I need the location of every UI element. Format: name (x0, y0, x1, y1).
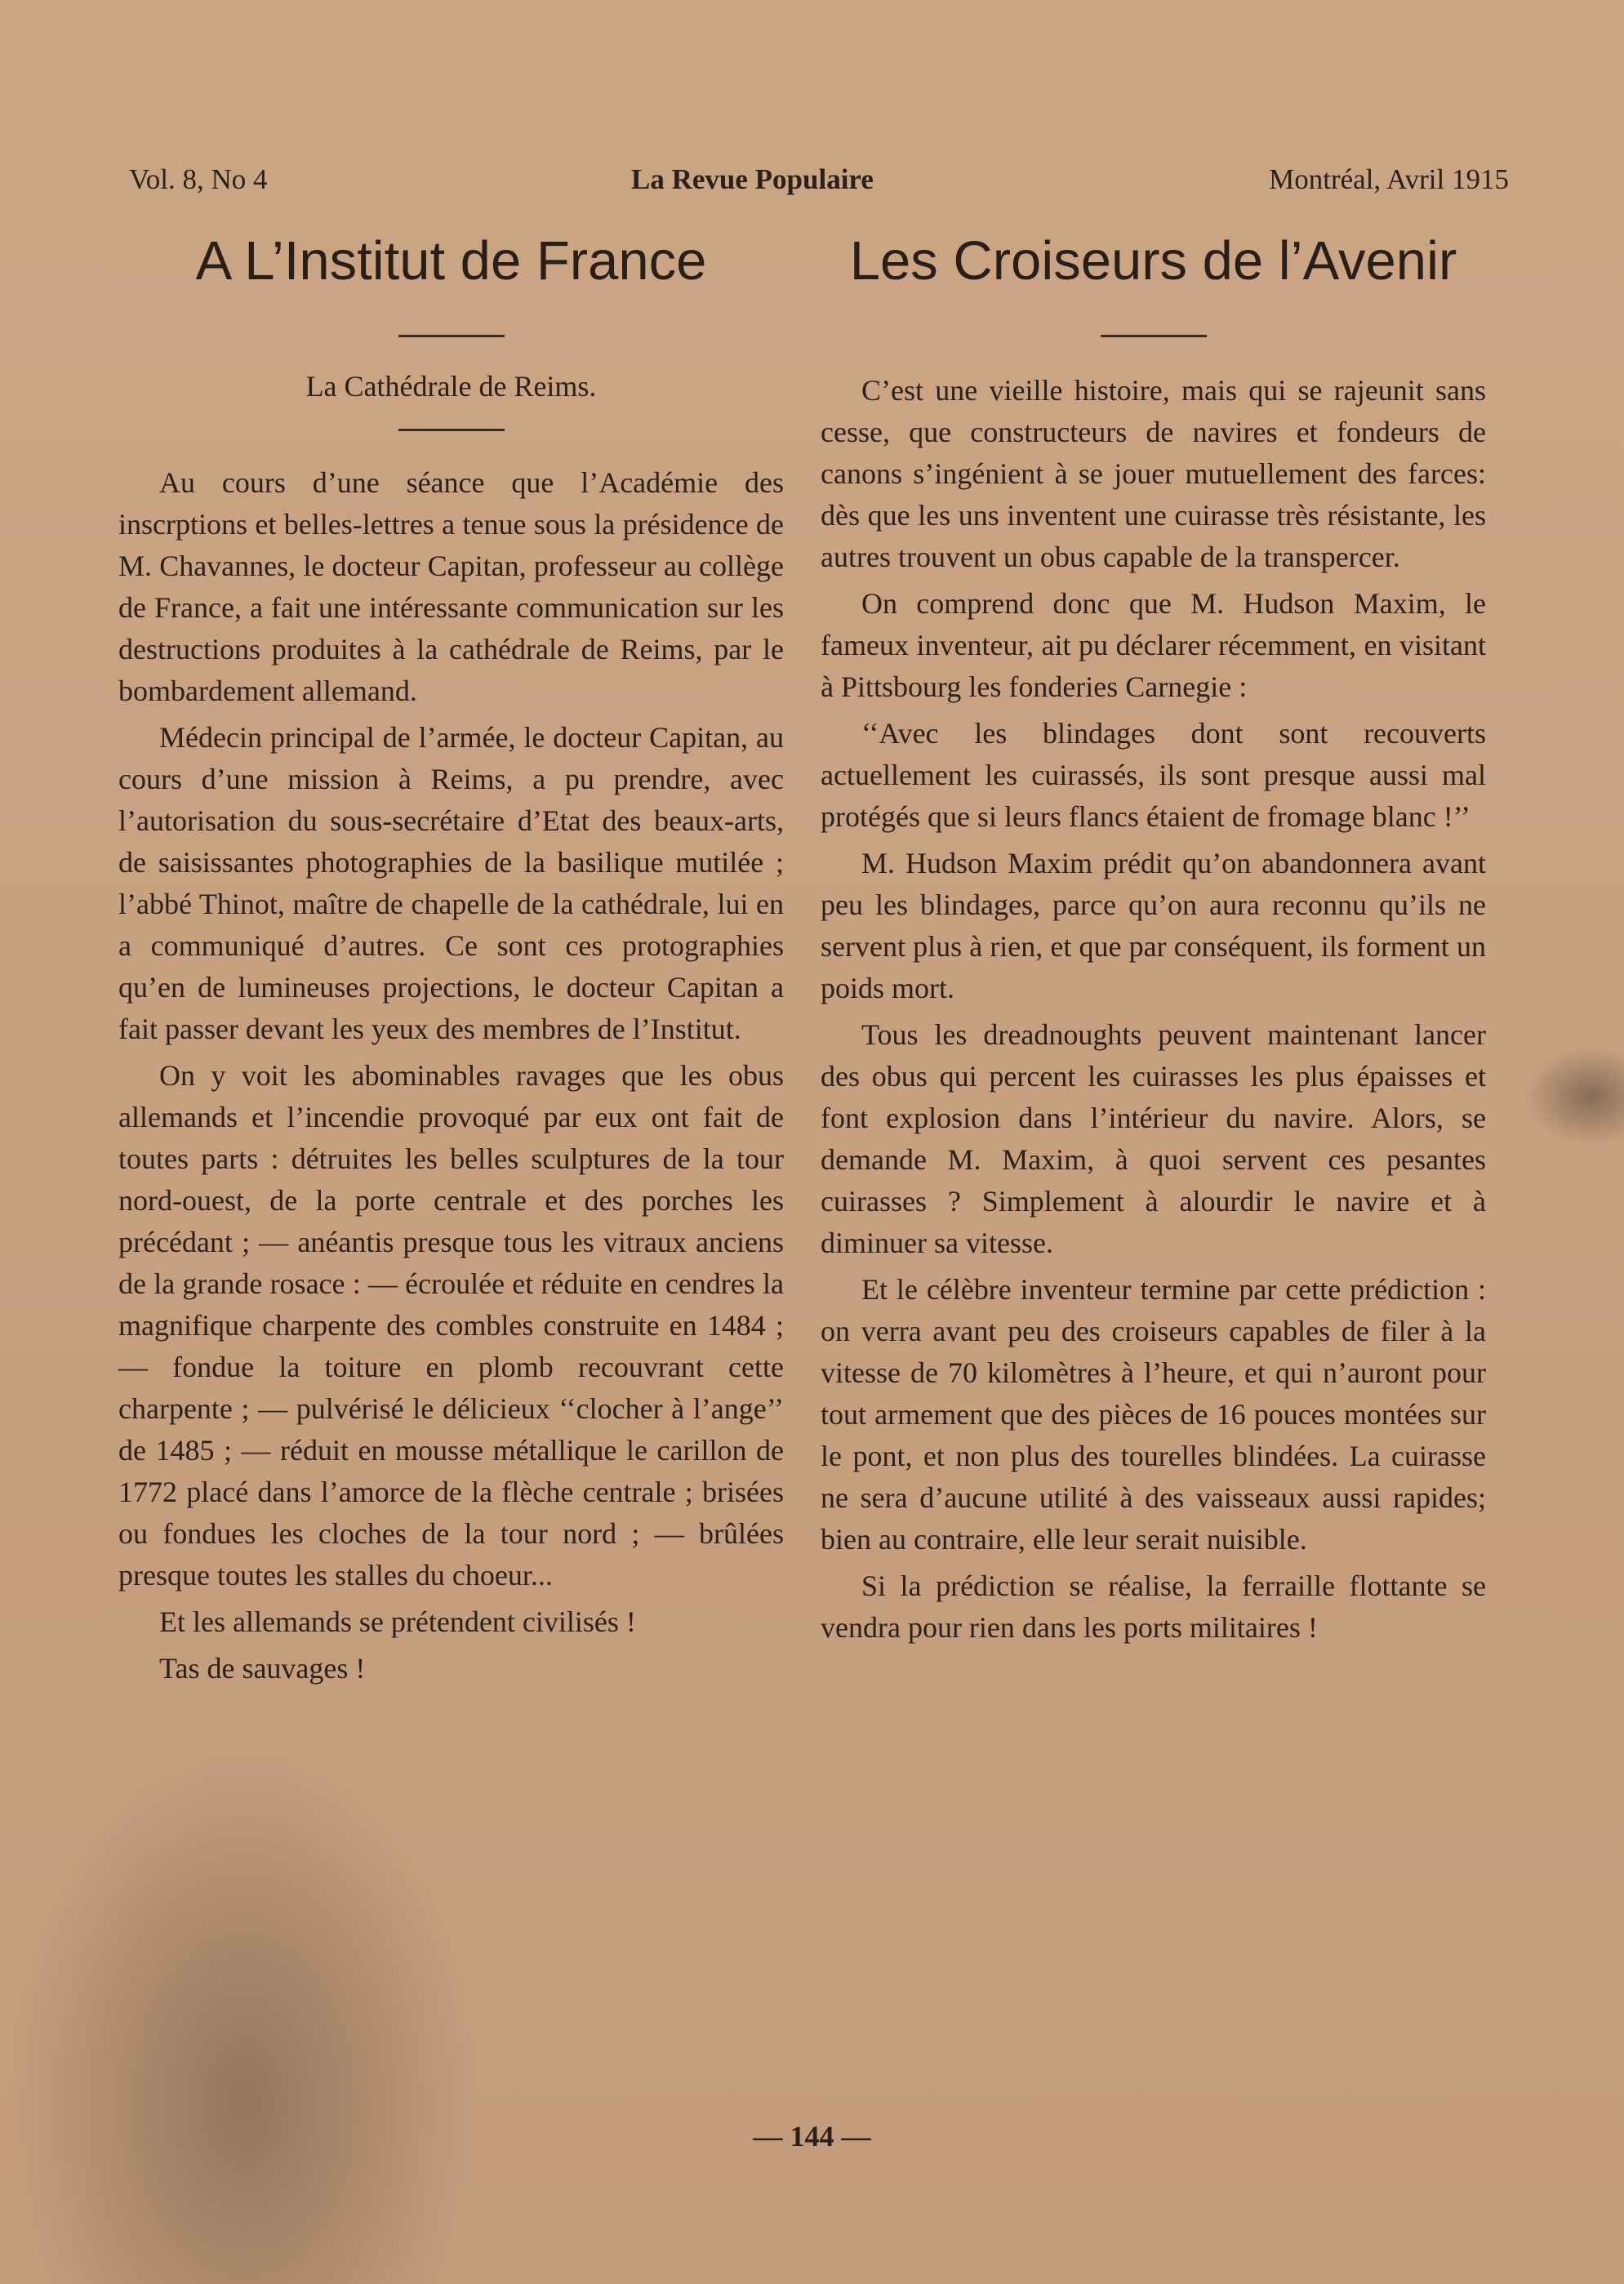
place-date: Montréal, Avril 1915 (1269, 163, 1509, 195)
paragraph: Et les allemands se prétendent civilisés ! (159, 1605, 636, 1638)
left-article (118, 229, 784, 1690)
right-article-title: Les Croiseurs de l’Avenir (849, 230, 1457, 292)
paragraph: Tous les dreadnoughts peuvent maintenant lancer des obus qui percent les cuirasses les plus épaisses et font explosion dans l’intérieur du navire. Alors, se demande M. Maxim, à quoi servent ces pesantes cuirasses ? Simplement à alourdir le navire et à diminuer sa vitesse. (821, 1018, 1486, 1259)
paragraph: ‘‘Avec les blindages dont sont recouverts actuellement les cuirassés, ils sont presque aussi mal protégés que si leurs flancs étaient de fromage blanc !’’ (821, 717, 1486, 833)
publication-name: La Revue Populaire (631, 163, 874, 195)
right-article (821, 229, 1486, 1649)
title-divider (398, 335, 505, 337)
left-article-title: A L’Institut de France (195, 230, 707, 292)
title-divider (1101, 335, 1207, 337)
paragraph: M. Hudson Maxim prédit qu’on abandonnera avant peu les blindages, parce qu’on aura reconnu qu’ils ne servent plus à rien, et que par conséquent, ils forment un poids mort. (821, 847, 1486, 1004)
paragraph: On comprend donc que M. Hudson Maxim, le fameux inventeur, ait pu déclarer récemment, en visitant à Pittsbourg les fonderies Carnegie : (821, 587, 1486, 703)
page-number: — 144 — (753, 2120, 871, 2153)
volume-number: Vol. 8, No 4 (129, 163, 268, 195)
paragraph: On y voit les abominables ravages que les obus allemands et l’incendie provoqué par eux ont fait de toutes parts : détruites les belles sculptures de la tour nord-ouest, de la porte centrale et des porches les précédant ; — anéantis presque tous les vitraux anciens de la grande rosace : — écroulée et réduite en cendres la magnifique charpente des combles construite en 1484 ; — fondue la toiture en plomb recouvrant cette charpente ; — pulvérisé le délicieux ‘‘clocher à l’ange’’ de 1485 ; — réduit en mousse métallique le carillon de 1772 placé dans l’amorce de la flèche centrale ; brisées ou fondues les cloches de la tour nord ; — brûlées presque toutes les stalles du choeur... (118, 1059, 784, 1592)
subtitle-divider (398, 429, 505, 431)
paragraph: Au cours d’une séance que l’Académie des inscrptions et belles-lettres a tenue sous la présidence de M. Chavannes, le docteur Capitan, professeur au collège de France, a fait une intéressante communication sur les destructions produites à la cathédrale de Reims, par le bombardement allemand. (118, 466, 784, 707)
right-article-body (821, 370, 1486, 1649)
left-article-body (118, 462, 784, 1690)
paragraph: Si la prédiction se réalise, la ferraille flottante se vendra pour rien dans les ports militaires ! (821, 1569, 1486, 1644)
paragraph: Médecin principal de l’armée, le docteur Capitan, au cours d’une mission à Reims, a pu prendre, avec l’autorisation du sous-secrétaire d’Etat des beaux-arts, de saisissantes photographies de la basilique mutilée ; l’abbé Thinot, maître de chapelle de la cathédrale, lui en a communiqué d’autres. Ce sont ces protographies qu’en de lumineuses projections, le docteur Capitan a fait passer devant les yeux des membres de l’Institut. (118, 721, 784, 1045)
page-header (129, 163, 1509, 204)
paragraph: Et le célèbre inventeur termine par cette prédiction : on verra avant peu des croiseurs capables de filer à la vitesse de 70 kilomètres à l’heure, et qui n’auront pour tout armement que des pièces de 16 pouces montées sur le pont, et non plus des tourelles blindées. La cuirasse ne sera d’aucune utilité à des vaisseaux aussi rapides; bien au contraire, elle leur serait nuisible. (821, 1273, 1486, 1556)
paragraph: C’est une vieille histoire, mais qui se rajeunit sans cesse, que constructeurs de navires et fondeurs de canons s’ingénient à se jouer mutuellement des farces: dès que les uns inventent une cuirasse très résistante, les autres trouvent un obus capable de la transpercer. (821, 374, 1486, 573)
left-article-subtitle: La Cathédrale de Reims. (305, 370, 597, 403)
paragraph: Tas de sauvages ! (159, 1652, 366, 1685)
